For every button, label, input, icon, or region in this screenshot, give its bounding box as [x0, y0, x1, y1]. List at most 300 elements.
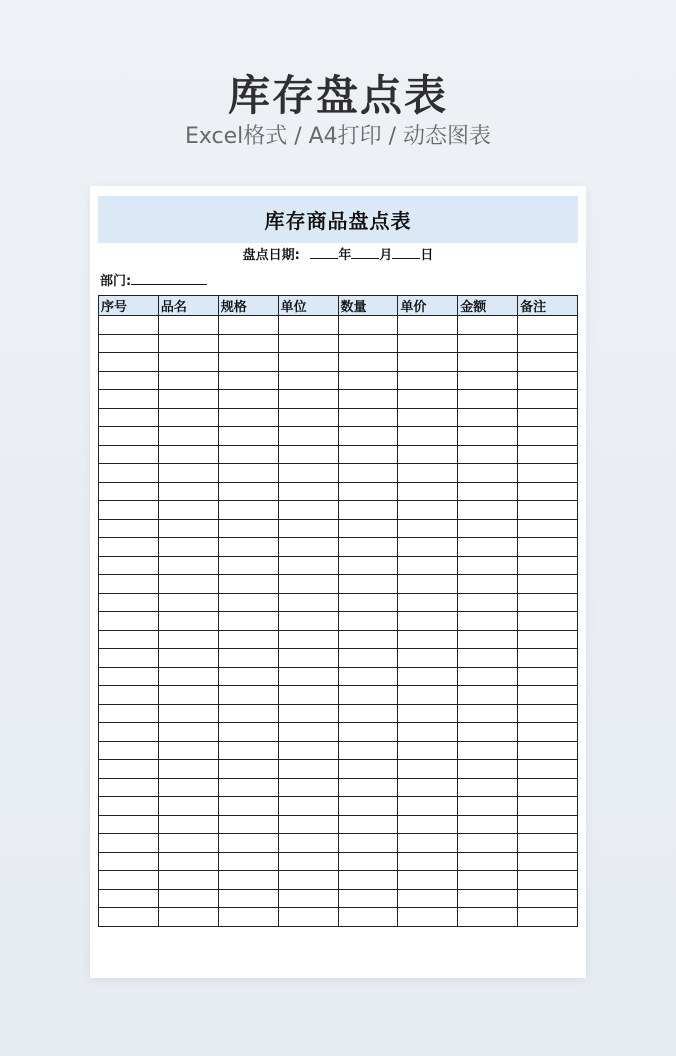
table-cell[interactable]: [99, 353, 159, 372]
table-cell[interactable]: [398, 871, 458, 890]
table-cell[interactable]: [398, 908, 458, 927]
table-cell[interactable]: [278, 834, 338, 853]
table-cell[interactable]: [278, 353, 338, 372]
table-cell[interactable]: [218, 482, 278, 501]
table-cell[interactable]: [99, 889, 159, 908]
table-cell[interactable]: [338, 371, 398, 390]
table-cell[interactable]: [218, 704, 278, 723]
table-row: [99, 316, 578, 335]
table-cell[interactable]: [218, 686, 278, 705]
table-cell[interactable]: [518, 778, 578, 797]
table-cell[interactable]: [398, 334, 458, 353]
table-cell[interactable]: [158, 741, 218, 760]
table-cell[interactable]: [158, 334, 218, 353]
table-cell[interactable]: [99, 741, 159, 760]
table-cell[interactable]: [338, 908, 398, 927]
table-cell[interactable]: [518, 852, 578, 871]
table-cell[interactable]: [458, 686, 518, 705]
table-cell[interactable]: [338, 593, 398, 612]
table-cell[interactable]: [338, 686, 398, 705]
table-cell[interactable]: [338, 334, 398, 353]
table-cell[interactable]: [158, 667, 218, 686]
table-row: [99, 871, 578, 890]
table-cell[interactable]: [518, 834, 578, 853]
table-cell[interactable]: [338, 464, 398, 483]
table-cell[interactable]: [158, 575, 218, 594]
table-cell[interactable]: [458, 575, 518, 594]
table-row: [99, 667, 578, 686]
table-cell[interactable]: [338, 649, 398, 668]
table-cell[interactable]: [158, 519, 218, 538]
table-cell[interactable]: [99, 630, 159, 649]
table-cell[interactable]: [518, 760, 578, 779]
table-cell[interactable]: [518, 741, 578, 760]
table-cell[interactable]: [398, 630, 458, 649]
table-cell[interactable]: [218, 852, 278, 871]
table-header-row: [99, 296, 578, 316]
table-cell[interactable]: [518, 612, 578, 631]
table-cell[interactable]: [278, 686, 338, 705]
table-cell[interactable]: [338, 445, 398, 464]
table-cell[interactable]: [338, 741, 398, 760]
table-cell[interactable]: [218, 353, 278, 372]
table-cell[interactable]: [398, 482, 458, 501]
table-row: [99, 723, 578, 742]
table-cell[interactable]: [278, 538, 338, 557]
table-cell[interactable]: [278, 871, 338, 890]
table-cell[interactable]: [398, 778, 458, 797]
table-cell[interactable]: [458, 704, 518, 723]
table-cell[interactable]: [398, 760, 458, 779]
table-cell[interactable]: [398, 612, 458, 631]
table-cell[interactable]: [458, 908, 518, 927]
table-cell[interactable]: [338, 889, 398, 908]
table-cell[interactable]: [518, 353, 578, 372]
table-cell[interactable]: [278, 334, 338, 353]
table-cell[interactable]: [278, 371, 338, 390]
table-cell[interactable]: [218, 834, 278, 853]
table-cell[interactable]: [158, 908, 218, 927]
table-cell[interactable]: [158, 464, 218, 483]
table-cell[interactable]: [99, 871, 159, 890]
table-row: [99, 760, 578, 779]
table-cell[interactable]: [99, 686, 159, 705]
table-row: [99, 390, 578, 409]
table-row: [99, 593, 578, 612]
table-cell[interactable]: [458, 482, 518, 501]
table-cell[interactable]: [518, 464, 578, 483]
table-cell[interactable]: [99, 575, 159, 594]
page-title: 库存盘点表: [227, 71, 448, 120]
table-row: [99, 538, 578, 557]
table-cell[interactable]: [158, 834, 218, 853]
table-cell[interactable]: [278, 445, 338, 464]
table-row: [99, 556, 578, 575]
table-cell[interactable]: [458, 852, 518, 871]
table-cell[interactable]: [398, 686, 458, 705]
table-cell[interactable]: [218, 593, 278, 612]
table-cell[interactable]: [158, 593, 218, 612]
table-cell[interactable]: [338, 723, 398, 742]
table-cell[interactable]: [278, 704, 338, 723]
table-cell[interactable]: [99, 649, 159, 668]
table-cell[interactable]: [218, 630, 278, 649]
table-cell[interactable]: [158, 630, 218, 649]
table-cell[interactable]: [518, 390, 578, 409]
table-cell[interactable]: [458, 427, 518, 446]
table-cell[interactable]: [99, 797, 159, 816]
table-cell[interactable]: [518, 649, 578, 668]
table-cell[interactable]: [338, 427, 398, 446]
table-row: [99, 519, 578, 538]
table-row: [99, 464, 578, 483]
table-cell[interactable]: [278, 649, 338, 668]
table-cell[interactable]: [518, 408, 578, 427]
table-cell[interactable]: [278, 390, 338, 409]
table-cell[interactable]: [458, 501, 518, 520]
table-cell[interactable]: [99, 723, 159, 742]
table-cell[interactable]: [158, 316, 218, 335]
table-cell[interactable]: [398, 741, 458, 760]
table-cell[interactable]: [398, 667, 458, 686]
table-cell[interactable]: [458, 871, 518, 890]
column-header-unit-price: 单价: [398, 296, 458, 316]
column-header-name: 品名: [158, 296, 218, 316]
table-cell[interactable]: [398, 834, 458, 853]
table-cell[interactable]: [158, 556, 218, 575]
table-cell[interactable]: [518, 427, 578, 446]
table-cell[interactable]: [278, 723, 338, 742]
table-cell[interactable]: [99, 593, 159, 612]
table-row: [99, 482, 578, 501]
table-cell[interactable]: [158, 649, 218, 668]
table-cell[interactable]: [278, 667, 338, 686]
table-cell[interactable]: [458, 464, 518, 483]
table-cell[interactable]: [99, 538, 159, 557]
column-header-amount: 金额: [458, 296, 518, 316]
table-cell[interactable]: [99, 778, 159, 797]
table-cell[interactable]: [518, 908, 578, 927]
table-cell[interactable]: [398, 575, 458, 594]
table-cell[interactable]: [338, 575, 398, 594]
table-cell[interactable]: [338, 316, 398, 335]
department-line: [100, 272, 207, 291]
table-cell[interactable]: [99, 482, 159, 501]
table-cell[interactable]: [398, 649, 458, 668]
table-cell[interactable]: [338, 778, 398, 797]
table-row: [99, 353, 578, 372]
table-cell[interactable]: [99, 704, 159, 723]
table-cell[interactable]: [338, 482, 398, 501]
table-cell[interactable]: [218, 575, 278, 594]
table-cell[interactable]: [338, 834, 398, 853]
table-row: [99, 741, 578, 760]
table-cell[interactable]: [338, 871, 398, 890]
table-cell[interactable]: [458, 353, 518, 372]
table-cell[interactable]: [518, 871, 578, 890]
table-cell[interactable]: [218, 649, 278, 668]
table-cell[interactable]: [458, 316, 518, 335]
table-cell[interactable]: [338, 519, 398, 538]
table-cell[interactable]: [518, 371, 578, 390]
table-cell[interactable]: [218, 427, 278, 446]
table-cell[interactable]: [458, 741, 518, 760]
table-cell[interactable]: [99, 334, 159, 353]
table-cell[interactable]: [458, 778, 518, 797]
table-cell[interactable]: [218, 667, 278, 686]
table-cell[interactable]: [398, 316, 458, 335]
table-cell[interactable]: [458, 519, 518, 538]
table-cell[interactable]: [278, 519, 338, 538]
table-row: [99, 815, 578, 834]
table-cell[interactable]: [278, 741, 338, 760]
table-cell[interactable]: [218, 390, 278, 409]
table-cell[interactable]: [278, 501, 338, 520]
table-cell[interactable]: [398, 538, 458, 557]
table-cell[interactable]: [99, 834, 159, 853]
sheet-title: 库存商品盘点表: [264, 209, 412, 233]
table-cell[interactable]: [99, 612, 159, 631]
table-cell[interactable]: [99, 501, 159, 520]
table-cell[interactable]: [398, 445, 458, 464]
table-cell[interactable]: [278, 575, 338, 594]
table-cell[interactable]: [518, 815, 578, 834]
table-cell[interactable]: [518, 538, 578, 557]
table-cell[interactable]: [518, 334, 578, 353]
table-cell[interactable]: [518, 556, 578, 575]
table-cell[interactable]: [278, 889, 338, 908]
table-cell[interactable]: [218, 871, 278, 890]
table-cell[interactable]: [99, 445, 159, 464]
table-cell[interactable]: [398, 556, 458, 575]
table-cell[interactable]: [458, 760, 518, 779]
table-cell[interactable]: [398, 797, 458, 816]
table-cell[interactable]: [218, 501, 278, 520]
table-row: [99, 612, 578, 631]
table-cell[interactable]: [458, 612, 518, 631]
table-cell[interactable]: [458, 667, 518, 686]
table-cell[interactable]: [338, 760, 398, 779]
table-cell[interactable]: [458, 371, 518, 390]
table-cell[interactable]: [158, 408, 218, 427]
table-cell[interactable]: [158, 871, 218, 890]
table-cell[interactable]: [458, 408, 518, 427]
table-row: [99, 630, 578, 649]
table-cell[interactable]: [158, 538, 218, 557]
table-cell[interactable]: [218, 316, 278, 335]
table-cell[interactable]: [278, 760, 338, 779]
table-cell[interactable]: [158, 501, 218, 520]
table-cell[interactable]: [338, 612, 398, 631]
table-cell[interactable]: [458, 445, 518, 464]
table-cell[interactable]: [398, 815, 458, 834]
table-cell[interactable]: [398, 371, 458, 390]
table-cell[interactable]: [518, 704, 578, 723]
table-cell[interactable]: [398, 593, 458, 612]
table-cell[interactable]: [158, 723, 218, 742]
table-cell[interactable]: [398, 427, 458, 446]
table-cell[interactable]: [278, 593, 338, 612]
table-cell[interactable]: [99, 760, 159, 779]
table-cell[interactable]: [218, 445, 278, 464]
table-cell[interactable]: [218, 778, 278, 797]
table-cell[interactable]: [518, 630, 578, 649]
table-cell[interactable]: [158, 353, 218, 372]
table-cell[interactable]: [458, 593, 518, 612]
table-row: [99, 908, 578, 927]
table-cell[interactable]: [278, 316, 338, 335]
table-cell[interactable]: [158, 427, 218, 446]
table-cell[interactable]: [338, 353, 398, 372]
table-cell[interactable]: [278, 852, 338, 871]
table-cell[interactable]: [458, 390, 518, 409]
table-cell[interactable]: [338, 390, 398, 409]
table-cell[interactable]: [398, 723, 458, 742]
table-cell[interactable]: [518, 501, 578, 520]
table-cell[interactable]: [99, 316, 159, 335]
table-cell[interactable]: [398, 889, 458, 908]
table-cell[interactable]: [518, 445, 578, 464]
table-cell[interactable]: [398, 519, 458, 538]
table-cell[interactable]: [338, 630, 398, 649]
table-cell[interactable]: [99, 667, 159, 686]
table-row: [99, 427, 578, 446]
table-cell[interactable]: [398, 501, 458, 520]
table-cell[interactable]: [338, 538, 398, 557]
table-cell[interactable]: [158, 815, 218, 834]
table-cell[interactable]: [518, 667, 578, 686]
page-subtitle: Excel格式 / A4打印 / 动态图表: [184, 124, 492, 149]
table-cell[interactable]: [518, 797, 578, 816]
table-row: [99, 408, 578, 427]
table-cell[interactable]: [338, 556, 398, 575]
table-cell[interactable]: [458, 797, 518, 816]
table-cell[interactable]: [338, 408, 398, 427]
table-cell[interactable]: [218, 760, 278, 779]
table-cell[interactable]: [518, 519, 578, 538]
table-cell[interactable]: [458, 649, 518, 668]
table-cell[interactable]: [458, 815, 518, 834]
table-cell[interactable]: [458, 538, 518, 557]
table-cell[interactable]: [398, 353, 458, 372]
table-cell[interactable]: [218, 519, 278, 538]
table-cell[interactable]: [338, 852, 398, 871]
table-cell[interactable]: [398, 464, 458, 483]
table-cell[interactable]: [99, 464, 159, 483]
table-cell[interactable]: [99, 371, 159, 390]
table-cell[interactable]: [518, 686, 578, 705]
table-cell[interactable]: [338, 797, 398, 816]
year-label: 年: [338, 248, 352, 263]
table-cell[interactable]: [518, 723, 578, 742]
table-cell[interactable]: [398, 704, 458, 723]
table-cell[interactable]: [398, 390, 458, 409]
table-cell[interactable]: [278, 797, 338, 816]
table-cell[interactable]: [218, 464, 278, 483]
table-cell[interactable]: [278, 630, 338, 649]
table-cell[interactable]: [518, 575, 578, 594]
table-cell[interactable]: [218, 538, 278, 557]
table-cell[interactable]: [99, 852, 159, 871]
table-cell[interactable]: [458, 723, 518, 742]
table-cell[interactable]: [458, 334, 518, 353]
table-cell[interactable]: [218, 371, 278, 390]
table-cell[interactable]: [278, 427, 338, 446]
table-row: [99, 649, 578, 668]
table-cell[interactable]: [278, 778, 338, 797]
table-cell[interactable]: [218, 334, 278, 353]
table-cell[interactable]: [278, 408, 338, 427]
month-label: 月: [379, 248, 393, 263]
table-cell[interactable]: [398, 852, 458, 871]
table-cell[interactable]: [158, 760, 218, 779]
table-cell[interactable]: [99, 519, 159, 538]
table-cell[interactable]: [218, 723, 278, 742]
table-cell[interactable]: [158, 390, 218, 409]
table-cell[interactable]: [99, 408, 159, 427]
table-cell[interactable]: [218, 889, 278, 908]
table-cell[interactable]: [99, 908, 159, 927]
table-cell[interactable]: [218, 408, 278, 427]
table-cell[interactable]: [518, 482, 578, 501]
table-cell[interactable]: [338, 704, 398, 723]
table-cell[interactable]: [99, 427, 159, 446]
table-cell[interactable]: [158, 797, 218, 816]
table-cell[interactable]: [278, 908, 338, 927]
table-cell[interactable]: [518, 316, 578, 335]
table-cell[interactable]: [278, 556, 338, 575]
table-cell[interactable]: [158, 482, 218, 501]
table-cell[interactable]: [218, 797, 278, 816]
table-cell[interactable]: [158, 445, 218, 464]
table-cell[interactable]: [458, 630, 518, 649]
department-blank: [131, 272, 207, 285]
table-cell[interactable]: [218, 815, 278, 834]
table-cell[interactable]: [218, 556, 278, 575]
table-cell[interactable]: [218, 908, 278, 927]
table-cell[interactable]: [518, 889, 578, 908]
table-cell[interactable]: [158, 686, 218, 705]
table-cell[interactable]: [278, 482, 338, 501]
table-cell[interactable]: [158, 852, 218, 871]
table-cell[interactable]: [278, 464, 338, 483]
table-cell[interactable]: [158, 371, 218, 390]
table-cell[interactable]: [99, 815, 159, 834]
table-cell[interactable]: [278, 815, 338, 834]
table-cell[interactable]: [158, 704, 218, 723]
table-cell[interactable]: [158, 778, 218, 797]
count-date-line: [90, 246, 586, 265]
table-cell[interactable]: [398, 408, 458, 427]
table-cell[interactable]: [158, 612, 218, 631]
table-cell[interactable]: [338, 815, 398, 834]
table-cell[interactable]: [218, 612, 278, 631]
table-cell[interactable]: [158, 889, 218, 908]
table-cell[interactable]: [99, 390, 159, 409]
table-cell[interactable]: [458, 556, 518, 575]
table-cell[interactable]: [338, 667, 398, 686]
table-cell[interactable]: [458, 834, 518, 853]
column-header-quantity: 数量: [338, 296, 398, 316]
spreadsheet-preview: [90, 186, 586, 978]
table-cell[interactable]: [518, 593, 578, 612]
sheet-title-band: [98, 196, 578, 243]
table-cell[interactable]: [99, 556, 159, 575]
table-cell[interactable]: [218, 741, 278, 760]
table-cell[interactable]: [458, 889, 518, 908]
table-cell[interactable]: [338, 501, 398, 520]
table-cell[interactable]: [278, 612, 338, 631]
